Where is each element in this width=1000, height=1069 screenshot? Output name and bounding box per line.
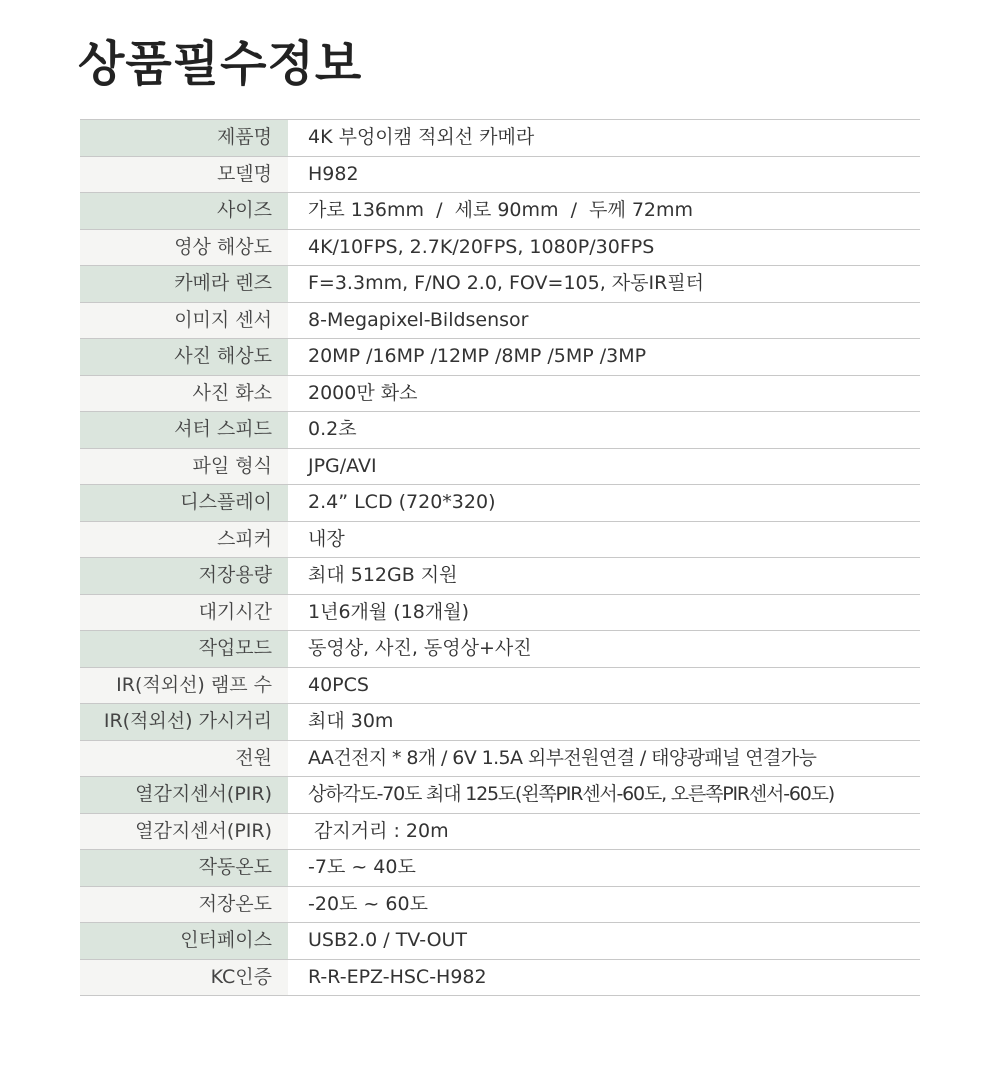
spec-value: 2.4” LCD (720*320)	[288, 485, 920, 522]
spec-label: 인터페이스	[80, 923, 288, 960]
spec-row-size	[80, 193, 920, 230]
spec-value: 20MP /16MP /12MP /8MP /5MP /3MP	[288, 339, 920, 376]
spec-row-model-name	[80, 156, 920, 193]
spec-label: IR(적외선) 램프 수	[80, 667, 288, 704]
spec-value: JPG/AVI	[288, 448, 920, 485]
spec-label: 열감지센서(PIR)	[80, 777, 288, 814]
spec-value: 2000만 화소	[288, 375, 920, 412]
spec-value: 동영상, 사진, 동영상+사진	[288, 631, 920, 668]
spec-label: 모델명	[80, 156, 288, 193]
spec-row-ir-lamp-count	[80, 667, 920, 704]
spec-label: 사진 해상도	[80, 339, 288, 376]
spec-label: 스피커	[80, 521, 288, 558]
spec-label: 작업모드	[80, 631, 288, 668]
page-title: 상품필수정보	[78, 36, 363, 92]
spec-row-file-format	[80, 448, 920, 485]
spec-table	[80, 119, 920, 996]
spec-value: -20도 ~ 60도	[288, 886, 920, 923]
spec-label: KC인증	[80, 959, 288, 996]
spec-value: F=3.3mm, F/NO 2.0, FOV=105, 자동IR필터	[288, 266, 920, 303]
spec-label: 저장온도	[80, 886, 288, 923]
spec-value: 8-Megapixel-Bildsensor	[288, 302, 920, 339]
spec-value: 가로 136mm / 세로 90mm / 두께 72mm	[288, 193, 920, 230]
spec-label: 열감지센서(PIR)	[80, 813, 288, 850]
spec-row-ir-range	[80, 704, 920, 741]
spec-label: 카메라 렌즈	[80, 266, 288, 303]
spec-row-image-sensor	[80, 302, 920, 339]
spec-row-photo-resolution	[80, 339, 920, 376]
spec-row-storage-temp	[80, 886, 920, 923]
spec-row-kc-certification	[80, 959, 920, 996]
spec-value: R-R-EPZ-HSC-H982	[288, 959, 920, 996]
spec-value: 상하각도-70도 최대 125도(왼쪽PIR센서-60도, 오른쪽PIR센서-60도)	[288, 777, 920, 814]
spec-value: 0.2초	[288, 412, 920, 449]
spec-row-pir-angle	[80, 777, 920, 814]
spec-value: H982	[288, 156, 920, 193]
spec-value: 최대 512GB 지원	[288, 558, 920, 595]
spec-row-pir-distance	[80, 813, 920, 850]
spec-row-display	[80, 485, 920, 522]
spec-row-work-mode	[80, 631, 920, 668]
spec-value: USB2.0 / TV-OUT	[288, 923, 920, 960]
spec-label: 전원	[80, 740, 288, 777]
spec-value: 최대 30m	[288, 704, 920, 741]
spec-label: 사진 화소	[80, 375, 288, 412]
spec-value: 4K 부엉이캠 적외선 카메라	[288, 120, 920, 157]
spec-row-video-resolution	[80, 229, 920, 266]
spec-label: 파일 형식	[80, 448, 288, 485]
spec-label: 작동온도	[80, 850, 288, 887]
spec-value: -7도 ~ 40도	[288, 850, 920, 887]
spec-label: 대기시간	[80, 594, 288, 631]
spec-row-shutter-speed	[80, 412, 920, 449]
spec-value: 1년6개월 (18개월)	[288, 594, 920, 631]
spec-label: 셔터 스피드	[80, 412, 288, 449]
spec-label: 디스플레이	[80, 485, 288, 522]
spec-value: 4K/10FPS, 2.7K/20FPS, 1080P/30FPS	[288, 229, 920, 266]
spec-row-speaker	[80, 521, 920, 558]
spec-label: 이미지 센서	[80, 302, 288, 339]
spec-label: 저장용량	[80, 558, 288, 595]
spec-row-operating-temp	[80, 850, 920, 887]
spec-label: 제품명	[80, 120, 288, 157]
spec-row-camera-lens	[80, 266, 920, 303]
spec-row-power	[80, 740, 920, 777]
spec-value: 감지거리 : 20m	[288, 813, 920, 850]
spec-row-photo-pixels	[80, 375, 920, 412]
spec-row-product-name	[80, 120, 920, 157]
spec-label: 영상 해상도	[80, 229, 288, 266]
spec-row-interface	[80, 923, 920, 960]
spec-label: 사이즈	[80, 193, 288, 230]
spec-value: 40PCS	[288, 667, 920, 704]
spec-value: 내장	[288, 521, 920, 558]
spec-value: AA건전지 * 8개 / 6V 1.5A 외부전원연결 / 태양광패널 연결가능	[288, 740, 920, 777]
spec-label: IR(적외선) 가시거리	[80, 704, 288, 741]
spec-row-storage	[80, 558, 920, 595]
spec-row-standby-time	[80, 594, 920, 631]
